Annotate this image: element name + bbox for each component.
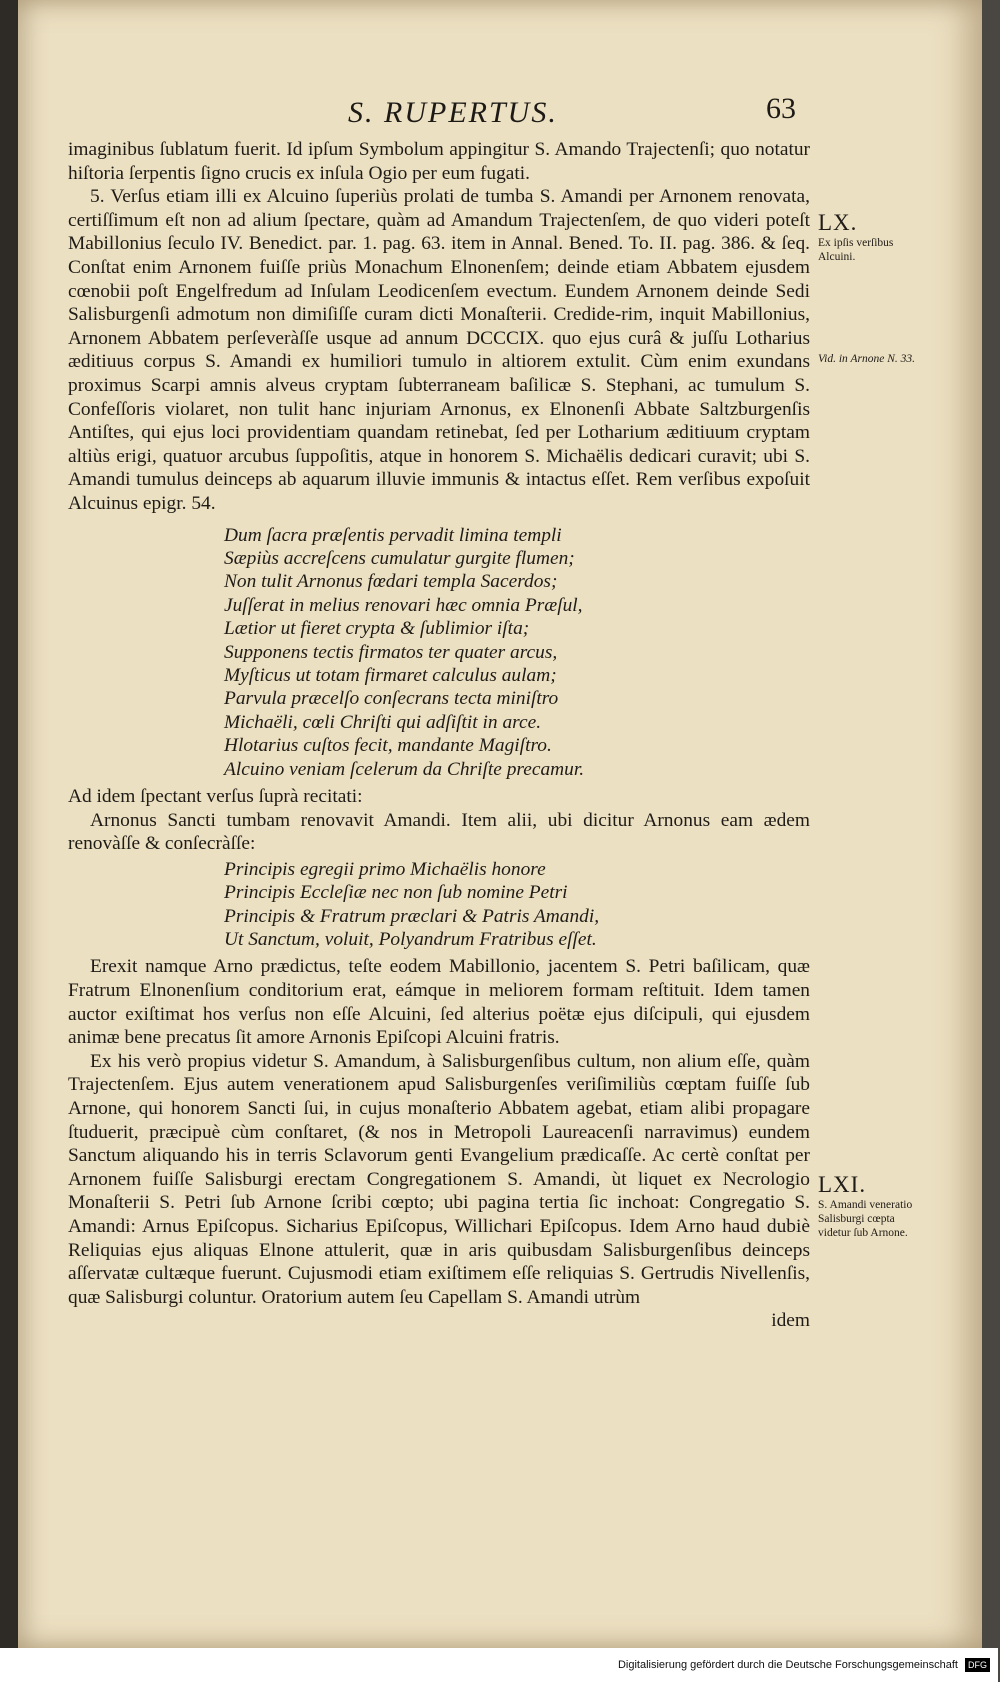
paragraph-1: imaginibus ſublatum fuerit. Id ipſum Symbolum appingitur S. Amando Trajectenſi; quo notatur hiſtoria ſerpentis ſigno crucis ex inſula Ogio per eum fugati.	[68, 139, 810, 184]
verse-line: Alcuino veniam ſcelerum da Chriſte precamur.	[224, 758, 585, 780]
margin-note-text: Ex ipſis verſibus Alcuini.	[818, 237, 894, 263]
verse-line: Principis & Fratrum præclari & Patris Amandi,	[224, 905, 600, 927]
footer-text: Digitalisierung gefördert durch die Deutsche Forschungsgemeinschaft	[617, 1659, 958, 1671]
verse-block-2	[224, 858, 810, 952]
page-number: 63	[766, 92, 796, 125]
running-header	[18, 92, 982, 136]
dfg-logo: DFG	[965, 1658, 990, 1672]
verse-line: Myſticus ut totam firmaret calculus aulam;	[224, 664, 557, 686]
paragraph-5: Erexit namque Arno prædictus, teſte eodem Mabillonio, jacentem S. Petri baſilicam, quæ Fratrum Elnonenſium conditorium erat, eámque in meliorem formam reſtituit. Idem tamen auctor exiſtimat hos verſus non eſſe Alcuini, ſed alterius poëtæ ejus diſcipuli, qui ejusdem animæ bene precatus ſit amore Arnonis Epiſcopi Alcuini fratris.	[68, 956, 810, 1049]
verse-line: Ut Sanctum, voluit, Polyandrum Fratribus eſſet.	[224, 928, 597, 950]
verse-line: Parvula præcelſo conſecrans tecta miniſtro	[224, 688, 559, 710]
verse-line: Principis Eccleſiæ nec non ſub nomine Petri	[224, 882, 568, 904]
running-title: S. RUPERTUS.	[348, 96, 558, 129]
verse-line: Sæpiùs accreſcens cumulatur gurgite flumen;	[224, 547, 575, 569]
verse-line: Lætior ut fieret crypta & ſublimior iſta;	[224, 618, 530, 640]
margin-number: LXI.	[818, 1172, 867, 1197]
paragraph-4: Arnonus Sancti tumbam renovavit Amandi. Item alii, ubi dicitur Arnonus eam ædem renovàſſe & conſecràſſe:	[68, 809, 810, 855]
verse-line: Dum ſacra præſentis pervadit limina templi	[224, 524, 562, 546]
book-gutter	[0, 0, 18, 1648]
catchword: idem	[771, 1310, 810, 1332]
verse-block-1	[224, 524, 810, 781]
margin-note-lx	[818, 210, 918, 264]
margin-number: LX.	[818, 210, 858, 235]
margin-note-text: Vid. in Arnone N. 33.	[818, 353, 916, 365]
main-text	[68, 138, 810, 1333]
paragraph-3: Ad idem ſpectant verſus ſuprà recitati:	[68, 785, 363, 807]
verse-line: Michaëli, cœli Chriſti qui adſiſtit in arce.	[224, 711, 542, 733]
margin-note-lxi	[818, 1172, 918, 1240]
verse-line: Hlotarius cuſtos fecit, mandante Magiſtro.	[224, 735, 552, 757]
verse-line: Supponens tectis firmatos ter quater arcus,	[224, 641, 558, 663]
book-page	[18, 0, 982, 1648]
verse-line: Non tulit Arnonus fœdari templa Sacerdos;	[224, 571, 558, 593]
verse-line: Juſſerat in melius renovari hæc omnia Præſul,	[224, 594, 583, 616]
digitization-footer	[0, 1648, 998, 1682]
margin-note-vid	[818, 352, 918, 366]
verse-line: Principis egregii primo Michaëlis honore	[224, 858, 546, 880]
margin-note-text: S. Amandi veneratio Salisburgi cœpta videtur ſub Arnone.	[818, 1199, 913, 1239]
paragraph-6: Ex his verò propius videtur S. Amandum, à Salisburgenſibus cultum, non alium eſſe, quàm Trajectenſem. Ejus autem venerationem apud Salisburgenſes veriſimiliùs cœptam fuiſſe ſub Arnone, qui honorem Sancti ſui, in cujus monaſterio Abbatem agebat, etiam alibi propagare ſtuduerit, præcipuè cùm conſtaret, (& nos in Metropoli Laureacenſi narravimus) eundem Sanctum aliquando his in terris Sclavorum genti Evangelium prædicaſſe. Ac certè conſtat per Arnonem fuiſſe Salisburgi erectam Congregationem S. Amandi, ùt liquet ex Necrologio Monaſterii S. Petri ſub Arnone ſcribi cœpto; ubi pagina tertia ſic inchoat: Congregatio S. Amandi: Arnus Epiſcopus. Sicharius Epiſcopus, Willichari Epiſcopus. Idem Arno haud dubiè Reliquias ejus aliquas Elnone attulerit, quæ in aris quibusdam Salisburgenſibus deinceps aſſervatæ cultæque fuerunt. Cujusmodi etiam exiſtimem eſſe reliquias S. Gertrudis Nivellenſis, quæ Salisburgi coluntur. Oratorium autem ſeu Capellam S. Amandi utrùm	[68, 1050, 810, 1308]
paragraph-2: 5. Verſus etiam illi ex Alcuino ſuperiùs prolati de tumba S. Amandi per Arnonem renovata, certiſſimum eſt non ad alium ſpectare, quàm ad Amandum Trajectenſem, de quo videri poteſt Mabillonius ſeculo IV. Benedict. par. 1. pag. 63. item in Annal. Bened. To. II. pag. 386. & ſeq. Conſtat enim Arnonem fuiſſe priùs Monachum Elnonenſem; deinde etiam Abbatem ejusdem cœnobii poſt Engelfredum ad Inſulam Leodicenſem evectum. Eundem Arnonem deinde Sedi Salisburgenſi admotum non dimiſiſſe curam dicti Monaſterii. Credide-rim, inquit Mabillonius, Arnonem Abbatem perſeveràſſe usque ad annum DCCCIX. quo ejus curâ & juſſu Lotharius æditiuus corpus S. Amandi ex humiliori tumulo in altiorem extulit. Cùm enim exundans proximus Scarpi amnis alveus cryptam ſubterraneam baſilicæ S. Stephani, ac tumulum S. Confeſſoris violaret, non tulit hanc injuriam Arnonus, ex Elnonenſi Abbate Saltzburgenſis Antiſtes, qui ejus loci providentiam quandam retinebat, ſed per Lotharium æditiuum cryptam altiùs erigi, quatuor arcubus ſuppoſitis, atque in honorem S. Michaëlis dedicari curavit; ubi S. Amandi tumulus deinceps ab aquarum illuvie immunis & intactus eſſet. Rem verſibus expoſuit Alcuinus epigr. 54.	[68, 186, 810, 514]
